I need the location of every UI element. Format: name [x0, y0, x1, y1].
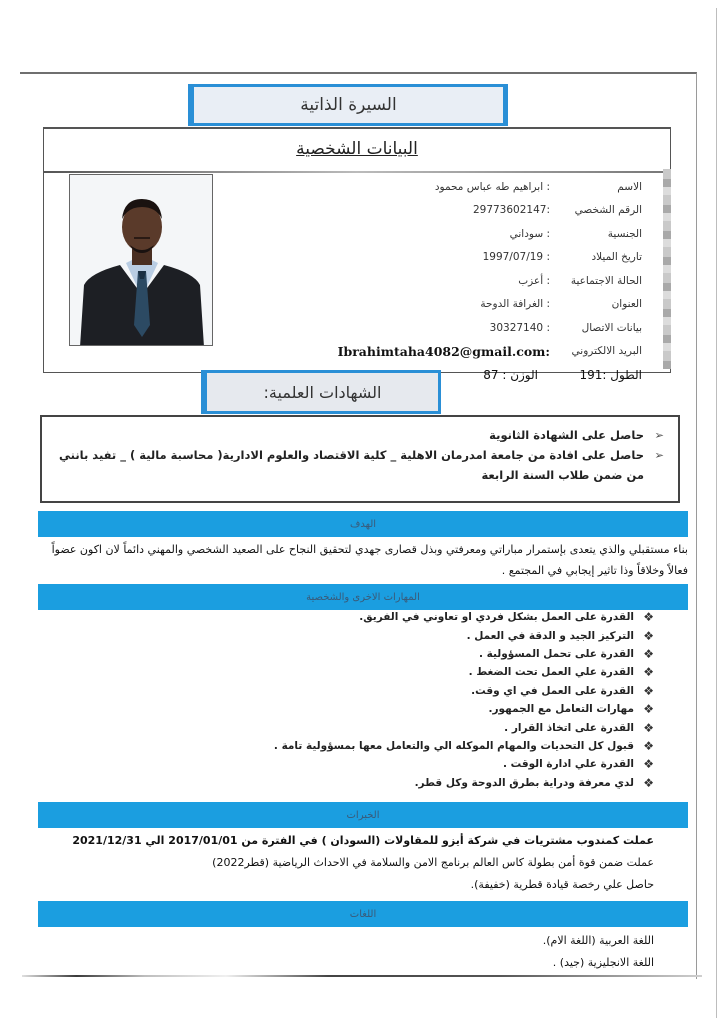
languages-heading: اللغات: [349, 908, 377, 920]
email-value[interactable]: Ibrahimtaha4082@gmail.com:: [337, 343, 550, 359]
skill-text: لدي معرفة ودراية بطرق الدوحة وكل قطر.: [414, 776, 634, 789]
certificate-item: [52, 425, 664, 445]
skill-item: [274, 755, 654, 773]
field-phone: [282, 316, 642, 340]
experience-header-bar: [38, 802, 688, 828]
diamond-bullet-icon: ❖: [643, 665, 654, 680]
objective-text: بناء مستقبلي والذي يتعدى بإستمرار مباراتي ومعرفتي وبذل قصارى جهدي لتحقيق النجاح على الصعيد الشخصي والمهني دائماً لان اكون عضواً فعالاً وخلاقاً وذا تاثير إيجابي في المجتمع .: [51, 543, 688, 577]
field-label: الحالة الاجتماعية: [570, 274, 642, 287]
skill-text: مهارات التعامل مع الجمهور.: [488, 703, 634, 716]
field-value: : أعزب: [518, 274, 550, 287]
field-label: الرقم الشخصي: [574, 204, 642, 217]
height-value: الطول :191: [579, 367, 642, 382]
languages-section: [254, 930, 654, 974]
skill-text: القدرة على اتخاذ القرار .: [504, 721, 634, 734]
certificate-item: [52, 445, 664, 485]
skills-heading: المهارات الاخرى والشخصية: [306, 591, 420, 603]
skill-item: [274, 700, 654, 718]
skill-text: قبول كل التحديات والمهام الموكله الي والتعامل معها بمسؤولية تامة .: [273, 739, 634, 752]
skill-text: القدرة علي ادارة الوقت .: [502, 758, 634, 771]
skills-list: [274, 608, 654, 792]
diamond-bullet-icon: ❖: [643, 646, 654, 661]
language-line: اللغة العربية (اللغة الام).: [542, 934, 654, 947]
skill-item: [274, 663, 654, 681]
diamond-bullet-icon: ❖: [643, 628, 654, 643]
cv-title-box: [188, 84, 508, 126]
skill-item: [274, 774, 654, 792]
experience-line: عملت كمندوب مشتريات في شركة أيزو للمقاولات (السودان ) في الفترة من 2017/01/01 الي 2021/12/31: [72, 834, 654, 847]
diamond-bullet-icon: ❖: [643, 757, 654, 772]
skill-item: [274, 626, 654, 644]
skill-item: [274, 718, 654, 736]
cv-title: السيرة الذاتية: [300, 95, 397, 115]
languages-header-bar: [38, 901, 688, 927]
field-birthdate: [282, 246, 642, 270]
field-value: : 1997/07/19: [482, 251, 550, 264]
diamond-bullet-icon: ❖: [643, 738, 654, 753]
scan-shadow: [663, 169, 671, 369]
bottom-border: [22, 975, 702, 977]
field-label: الجنسية: [607, 227, 642, 240]
experience-line: حاصل علي رخصة قيادة قطرية (خفيفة).: [470, 878, 654, 891]
field-value: : الغرافة الدوحة: [480, 298, 550, 311]
certificates-heading: الشهادات العلمية:: [263, 382, 382, 402]
field-marital-status: [282, 269, 642, 293]
skill-text: القدرة على تحمل المسؤولية .: [479, 647, 634, 660]
weight-value: الوزن : 87: [483, 367, 538, 382]
diamond-bullet-icon: ❖: [643, 775, 654, 790]
experience-line: عملت ضمن قوة أمن بطولة كاس العالم برنامج الامن والسلامة في الاحداث الرياضية (قطر2022): [212, 856, 654, 869]
certificates-heading-box: [201, 370, 441, 414]
field-label: العنوان: [611, 298, 642, 311]
diamond-bullet-icon: ❖: [643, 702, 654, 717]
skill-item: [274, 608, 654, 626]
skill-item: [274, 682, 654, 700]
field-label: البريد الالكتروني: [571, 345, 642, 358]
field-id-number: [282, 199, 642, 223]
field-value: : ابراهيم طه عباس محمود: [434, 180, 550, 193]
experience-heading: الخبرات: [346, 809, 380, 821]
field-address: [282, 293, 642, 317]
profile-photo: [69, 174, 213, 346]
personal-info-table: [282, 175, 642, 387]
language-line: اللغة الانجليزية (جيد) .: [552, 956, 654, 969]
personal-info-heading: البيانات الشخصية: [296, 139, 418, 159]
arrow-bullet-icon: ➢: [654, 428, 664, 442]
skill-text: القدرة على العمل بشكل فردي او تعاوني في الفريق.: [359, 611, 634, 624]
skill-text: القدرة علي العمل تحت الضغط .: [468, 666, 634, 679]
field-name: [282, 175, 642, 199]
field-value: : 30327140: [489, 321, 550, 334]
skill-item: [274, 645, 654, 663]
divider: [44, 171, 670, 173]
certificate-text: حاصل على الشهادة الثانوية: [489, 428, 644, 442]
field-label: بيانات الاتصال: [581, 321, 642, 334]
certificate-text: حاصل على افادة من جامعة امدرمان الاهلية _ كلية الاقتصاد والعلوم الادارية( محاسبة مالية ) _ تفيد بانني من ضمن طلاب السنة الرابعة: [59, 448, 644, 482]
scan-edge-line: [716, 8, 717, 1018]
diamond-bullet-icon: ❖: [643, 720, 654, 735]
skill-text: التركيز الجيد و الدقة في العمل .: [466, 629, 634, 642]
diamond-bullet-icon: ❖: [643, 683, 654, 698]
experience-section: [54, 830, 654, 896]
skills-header-bar: [38, 584, 688, 610]
field-nationality: [282, 222, 642, 246]
arrow-bullet-icon: ➢: [654, 448, 664, 462]
field-email: [282, 340, 642, 364]
personal-info-section: [43, 127, 671, 382]
skill-item: [274, 737, 654, 755]
field-value: :29773602147: [472, 204, 550, 217]
field-label: الاسم: [617, 180, 642, 193]
certificates-section: [40, 415, 680, 503]
person-photo-icon: [70, 175, 213, 346]
field-value: : سوداني: [509, 227, 550, 240]
objective-header-bar: [38, 511, 688, 537]
field-label: تاريخ الميلاد: [591, 251, 642, 264]
objective-heading: الهدف: [349, 518, 377, 530]
skill-text: القدرة على العمل في اي وقت.: [471, 684, 634, 697]
diamond-bullet-icon: ❖: [643, 610, 654, 625]
